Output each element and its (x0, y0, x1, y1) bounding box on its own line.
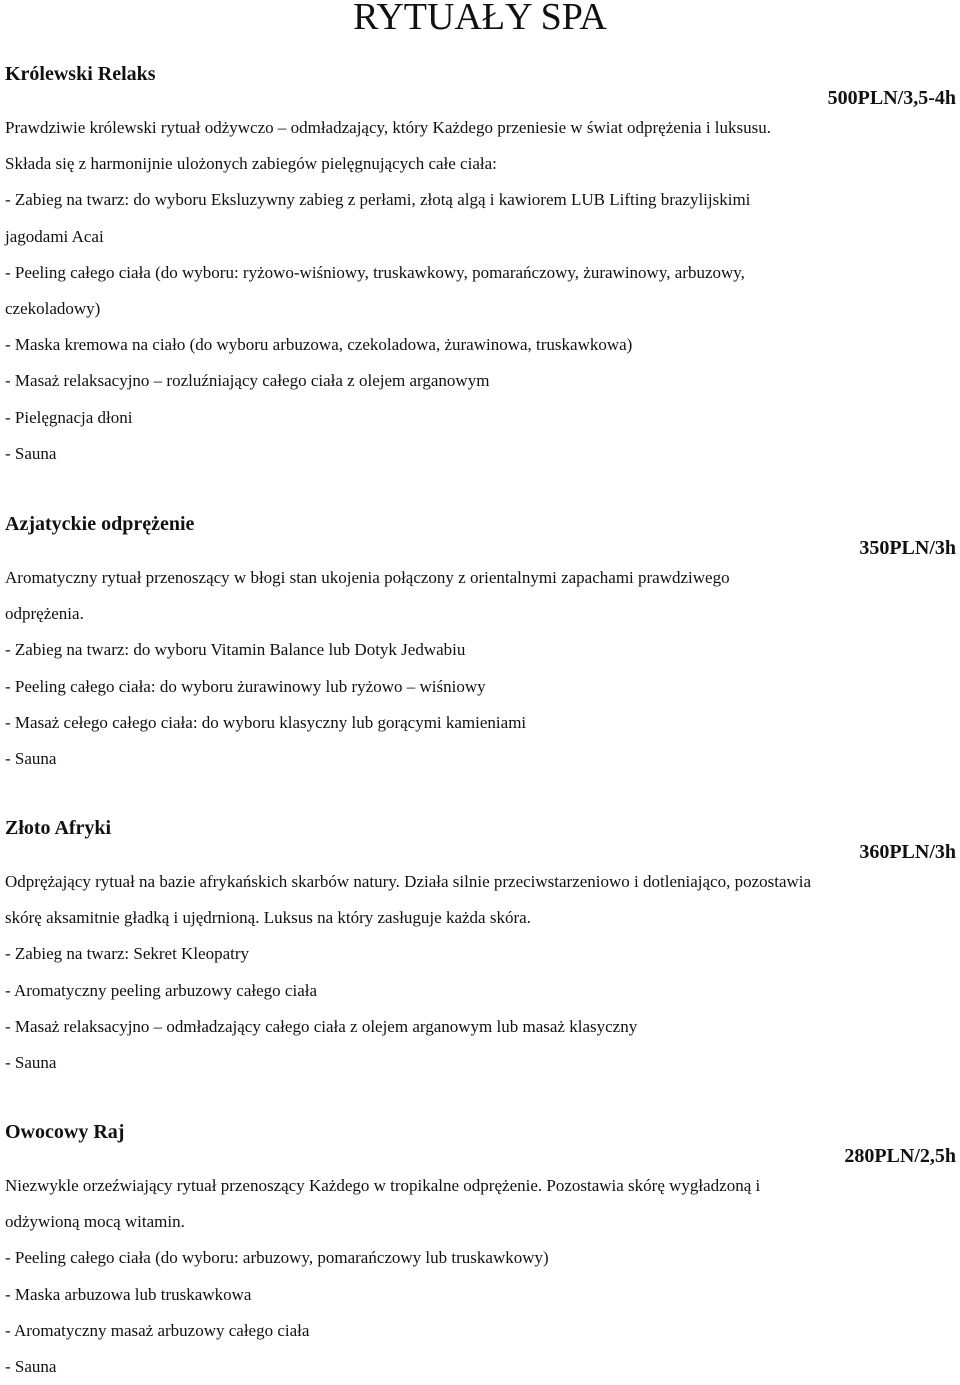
treatment-item: - Sauna (5, 749, 57, 769)
treatment-item: - Masaż cełego całego ciała: do wyboru klasyczny lub gorącymi kamieniami (5, 712, 527, 732)
ritual-price: 500PLN/3,5-4h (827, 87, 956, 109)
ritual-description (5, 110, 960, 472)
ritual-title: Złoto Afryki (5, 817, 112, 839)
ritual-description (5, 864, 960, 1081)
treatment-item: - Zabieg na twarz: Sekret Kleopatry (5, 944, 250, 964)
description-line: Aromatyczny rytuał przenoszący w błogi stan ukojenia połączony z orientalnymi zapachami prawdziwego (5, 568, 730, 587)
ritual-title: Królewski Relaks (5, 63, 156, 85)
description-line: odżywioną mocą witamin. (5, 1212, 185, 1232)
description-line: Prawdziwie królewski rytuał odżywczo – odmładzający, który Każdego przeniesie w świat odprężenia i luksusu. (5, 118, 772, 137)
treatment-item: - Maska kremowa na ciało (do wyboru arbuzowa, czekoladowa, żurawinowa, truskawkowa) (5, 335, 633, 355)
treatment-item: - Maska arbuzowa lub truskawkowa (5, 1284, 252, 1304)
ritual-price: 280PLN/2,5h (844, 1145, 956, 1167)
treatment-item: - Sauna (5, 443, 57, 463)
treatment-item: - Aromatyczny peeling arbuzowy całego ciała (5, 980, 318, 1000)
description-line: Składa się z harmonijnie ulożonych zabiegów pielęgnujących całe ciała: (5, 154, 497, 174)
page-title: RYTUAŁY SPA (353, 0, 607, 38)
description-line: skórę aksamitnie gładką i ujędrnioną. Luksus na który zasługuje każda skóra. (5, 908, 531, 928)
treatment-item: - Peeling całego ciała: do wyboru żurawinowy lub ryżowo – wiśniowy (5, 676, 486, 696)
treatment-item: - Sauna (5, 1357, 57, 1377)
description-line: Odprężający rytuał na bazie afrykańskich skarbów natury. Działa silnie przeciwstarzeniowo i dotleniająco, pozostawia (5, 872, 812, 891)
description-line: Niezwykle orzeźwiający rytuał przenoszący Każdego w tropikalne odprężenie. Pozostawia skórę wygładzoną i (5, 1176, 761, 1195)
treatment-item: jagodami Acai (5, 226, 104, 246)
ritual-title: Azjatyckie odprężenie (5, 513, 195, 535)
treatment-item: - Peeling całego ciała (do wyboru: ryżowo-wiśniowy, truskawkowy, pomarańczowy, żurawinowy, arbuzowy, (5, 262, 745, 282)
ritual-description (5, 560, 960, 777)
ritual-price: 350PLN/3h (859, 537, 956, 559)
treatment-item: - Peeling całego ciała (do wyboru: arbuzowy, pomarańczowy lub truskawkowy) (5, 1248, 549, 1268)
ritual-description (5, 1168, 960, 1385)
treatment-item: - Sauna (5, 1053, 57, 1073)
treatment-item: - Masaż relaksacyjno – rozluźniający całego ciała z olejem arganowym (5, 371, 490, 391)
ritual-price: 360PLN/3h (859, 841, 956, 863)
description-line: odprężenia. (5, 604, 84, 624)
treatment-item: - Zabieg na twarz: do wyboru Vitamin Balance lub Dotyk Jedwabiu (5, 640, 466, 660)
treatment-item: - Masaż relaksacyjno – odmładzający całego ciała z olejem arganowym lub masaż klasyczny (5, 1016, 638, 1036)
treatment-item: - Zabieg na twarz: do wyboru Eksluzywny zabieg z perłami, złotą algą i kawiorem LUB Lifting brazylijskimi (5, 190, 751, 210)
treatment-item: - Pielęgnacja dłoni (5, 407, 133, 427)
treatment-item: czekoladowy) (5, 299, 101, 319)
treatment-item: - Aromatyczny masaż arbuzowy całego ciała (5, 1320, 310, 1340)
ritual-title: Owocowy Raj (5, 1121, 125, 1143)
